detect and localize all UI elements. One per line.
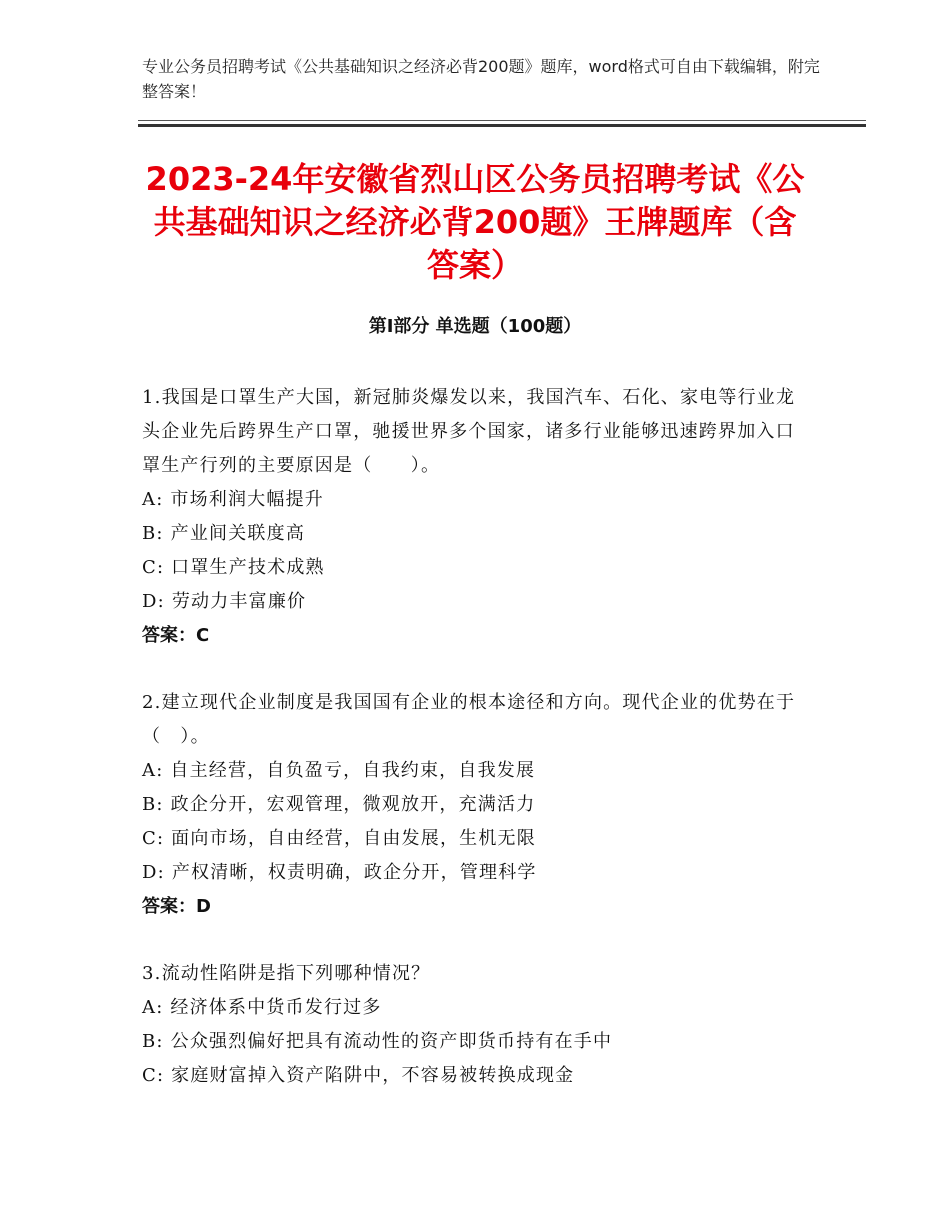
question-item bbox=[142, 957, 810, 1093]
section-heading: 第I部分 单选题（100题） bbox=[368, 316, 582, 337]
option-b: B: 产业间关联度高 bbox=[142, 523, 306, 544]
option-a: A: 市场利润大幅提升 bbox=[142, 489, 324, 510]
question-item bbox=[142, 686, 810, 924]
question-stem: 1.我国是口罩生产大国，新冠肺炎爆发以来，我国汽车、石化、家电等行业龙头企业先后跨界生产口罩，驰援世界多个国家，诸多行业能够迅速跨界加入口罩生产行列的主要原因是（ ）。 bbox=[142, 387, 796, 476]
option-c: C: 面向市场，自由经营，自由发展，生机无限 bbox=[142, 828, 536, 849]
option-b: B: 公众强烈偏好把具有流动性的资产即货币持有在手中 bbox=[142, 1031, 613, 1052]
header-divider-thick bbox=[138, 124, 866, 127]
option-b: B: 政企分开，宏观管理，微观放开，充满活力 bbox=[142, 794, 536, 815]
answer-line: 答案：D bbox=[142, 896, 211, 917]
option-a: A: 自主经营，自负盈亏，自我约束，自我发展 bbox=[142, 760, 536, 781]
document-title: 2023-24年安徽省烈山区公务员招聘考试《公共基础知识之经济必背200题》王牌题库（含答案） bbox=[145, 160, 805, 284]
option-d: D: 产权清晰，权责明确，政企分开，管理科学 bbox=[142, 862, 537, 883]
question-stem: 3.流动性陷阱是指下列哪种情况？ bbox=[142, 963, 431, 984]
question-item bbox=[142, 381, 810, 653]
option-a: A: 经济体系中货币发行过多 bbox=[142, 997, 382, 1018]
option-d: D: 劳动力丰富廉价 bbox=[142, 591, 307, 612]
option-c: C: 家庭财富掉入资产陷阱中，不容易被转换成现金 bbox=[142, 1065, 575, 1086]
option-c: C: 口罩生产技术成熟 bbox=[142, 557, 325, 578]
answer-line: 答案：C bbox=[142, 625, 210, 646]
question-list bbox=[142, 381, 810, 1126]
header-divider-thin bbox=[138, 120, 866, 121]
header-note: 专业公务员招聘考试《公共基础知识之经济必背200题》题库，word格式可自由下载编辑，附完整答案！ bbox=[142, 57, 820, 101]
question-stem: 2.建立现代企业制度是我国国有企业的根本途径和方向。现代企业的优势在于（ ）。 bbox=[142, 692, 796, 747]
